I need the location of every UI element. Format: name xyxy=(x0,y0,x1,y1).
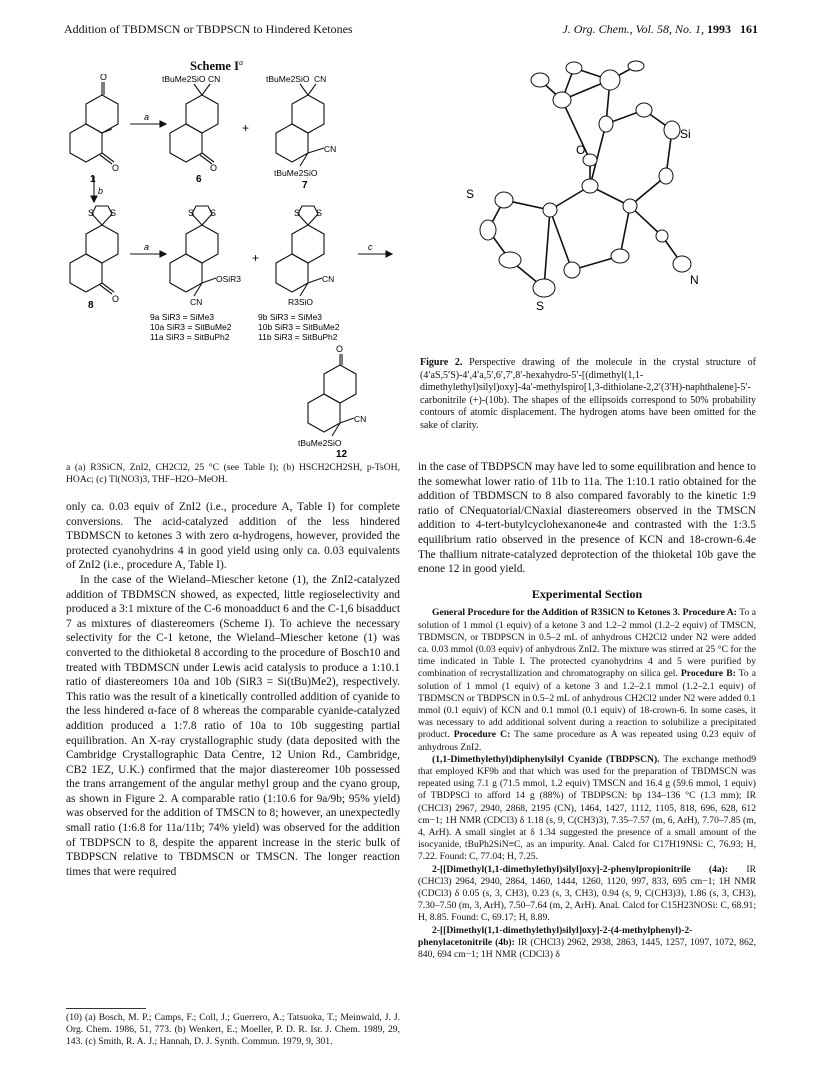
label-cn-9a: CN xyxy=(190,297,203,307)
right-column xyxy=(418,460,756,961)
svg-text:S: S xyxy=(210,208,217,218)
compound-4a-data: 2-[[Dimethyl(1,1-dimethylethyl)silyl]oxy]-2-phenylpropionitrile (4a): IR (CHCl3) 2964, 2940, 2864, 1460, 1444, 1260, 1120, 997, 833, 695 cm−1; 1H NMR (CDCl3) δ 0.05 (s, 3, CH3), 0.23 (s, 3, CH3), 0.94 (s, 9, C(CH3)3), 1.86 (s, 3, CH3), 7.30–7.50 (m, 3, ArH), 7.50–7.64 (m, 2, ArH). Anal. Calcd for C15H23NOSi: C, 68.91; H, 8.85. Found: C, 69.17; H, 8.89. xyxy=(418,863,756,924)
label-cn-7-lower: CN xyxy=(324,144,337,154)
footnote-10: (10) (a) Bosch, M. P.; Camps, F.; Coll, J.; Guerrero, A.; Tatsuoka, T.; Meinwald, J. J. Org. Chem. 1986, 51, 773. (b) Wenkert, E.; Moeller, P. D. R. Isr. J. Chem. 1989, 29, 143. (c) Smith, R. A. J.; Hannah, D. J. Synth. Commun. 1979, 9, 301. xyxy=(66,1012,400,1048)
label-cn-9b: CN xyxy=(322,274,335,284)
compound-label-12: 12 xyxy=(336,449,348,458)
figure-2-caption xyxy=(420,357,756,433)
compound-6-structure xyxy=(170,84,218,164)
label-tbu-6: tBuMe2SiO xyxy=(162,74,206,84)
journal-name: J. Org. Chem., xyxy=(562,22,633,36)
arrow-label-a: a xyxy=(144,112,150,122)
plus-sign-2: + xyxy=(252,251,260,265)
atom-label-o: O xyxy=(576,143,586,157)
page-number: 161 xyxy=(740,22,758,36)
svg-text:S: S xyxy=(294,208,301,218)
svg-text:11b SiR3 = SitBuPh2: 11b SiR3 = SitBuPh2 xyxy=(258,332,338,342)
svg-text:9a SiR3 = SiMe3: 9a SiR3 = SiMe3 xyxy=(150,312,215,322)
compound-7-structure xyxy=(276,84,324,166)
atom-label-s1: S xyxy=(466,187,475,201)
left-paragraph-2: In the case of the Wieland–Miescher ketone (1), the ZnI2-catalyzed addition of TBDMSCN showed, as expected, little regioselectivity and produced a 3:1 mixture of the C-6 monoadduct 6 and the C-1,6 bisadduct 7 as mixtures of diastereomers (Scheme I). To achieve the necessary selectivity for the C-1 ketone, the Wieland–Miescher ketone (1) was converted to the dithioketal 8 according to the procedure of Bosch10 and treated with TBDMSCN under Lewis acid catalysis to produce a 1:10.1 ratio of diastereomers 10a and 10b (SiR3 = Si(tBu)Me2), respectively. This ratio was the result of a kinetically controlled addition of cyanide to the less hindered α-face of 8 whereas the comparable cyanide-catalyzed addition produced a 1:7.8 ratio of 10a to 10b suggesting partial equilibration. An X-ray crystallographic study (data deposited with the Cambridge Crystallographic Data Centre, 12 Union Rd., Cambridge, CB2 1EZ, U.K.) confirmed that the major diastereomer 10b possessed the trans arrangement of the angular methyl group and the cyano group, as shown in Figure 2. A comparable ratio (1:10.6 for 9a/9b; 95% yield) was observed for the addition of TMSCN to 8; however, an unexpectedly small ratio (1:6.8 for 11a/11b; 74% yield) was observed for the addition of TBDPSCN to 8, despite the apparent increase in the steric bulk of TBDPSCN relative to TBDMSCN or TMSCN. The longer reaction times that were required xyxy=(66,573,401,878)
left-paragraph-1: only ca. 0.03 equiv of ZnI2 (i.e., procedure A, Table I) for complete conversions. The acid-catalyzed addition of the less hindered TBDMSCN to ketones 3 with zero α-hydrogens, however, provided the protected cyanohydrins 4 in good yield using only ca. 0.03 equivalents of ZnI2 (i.e., procedure A, Table I). xyxy=(66,501,400,572)
figure-caption-label: Figure 2. xyxy=(420,357,463,368)
experimental-body xyxy=(418,607,756,961)
svg-text:O: O xyxy=(112,294,120,304)
compound-8-structure xyxy=(70,206,118,294)
series-9a-list xyxy=(150,312,232,342)
compound-label-7: 7 xyxy=(302,180,308,191)
label-osir3: OSiR3 xyxy=(216,274,242,284)
atom-label-n: N xyxy=(690,273,699,287)
svg-text:O: O xyxy=(210,163,218,173)
arrow-label-b: b xyxy=(98,186,104,196)
svg-text:S: S xyxy=(188,208,195,218)
compound-4b-data: 2-[[Dimethyl(1,1-dimethylethyl)silyl]oxy]-2-(4-methylphenyl)-2-phenylacetonitrile (4b): IR (CHCl3) 2962, 2938, 2863, 1445, 1257, 1097, 1072, 862, 840, 694 cm−1; 1H NMR (CDCl3) δ xyxy=(418,924,756,961)
label-cn-7: CN xyxy=(314,74,327,84)
compound-label-8: 8 xyxy=(88,300,94,311)
journal-year: 1993 xyxy=(707,22,731,36)
scheme-diagram xyxy=(66,74,400,458)
scheme-title: Scheme $I^a$ xyxy=(190,58,243,74)
svg-text:9b SiR3 = SiMe3: 9b SiR3 = SiMe3 xyxy=(258,312,323,322)
label-osi-7: tBuMe2SiO xyxy=(274,168,318,178)
figure-caption-text: Perspective drawing of the molecule in the crystal structure of (4′aS,5′S)-4′,4′a,5′,6′,7′,8′-hexahydro-5′-[(dimethyl(1,1-dimethylethyl)silyl)oxy]-4a′-methylspiro[1,3-dithiolane-2,2′(3′H)-naphthalene]-5′-carbonitrile (+)-(10b). The shapes of the ellipsoids correspond to 50% probability contours of atomic displacement. The hydrogen atoms have been omitted for the sake of clarity. xyxy=(420,357,756,431)
atom-label-s2: S xyxy=(536,299,545,313)
label-tbu-7: tBuMe2SiO xyxy=(266,74,310,84)
svg-text:S: S xyxy=(88,208,95,218)
figure-2-ortep xyxy=(440,60,740,346)
svg-text:O: O xyxy=(336,344,344,354)
left-column xyxy=(66,500,400,879)
general-procedure: General Procedure for the Addition of R3SiCN to Ketones 3. Procedure A: To a solution of 1 mmol (1 equiv) of a ketone 3 and 1.2–2 mmol (1.2–2 equiv) of TMSCN, TBDMSCN, or TBDPSCN in 0.5–2 mL of anhydrous CH2Cl2 under N2 were added ca. 0.03 mmol (0.03 equiv) of anhydrous ZnI2. The mixture was stirred at 25 °C for the time indicated in Table I. The protected cyanohydrins 4 and 5 were purified by combination of recrystallization and chromatography on silica gel. Procedure B: To a solution of 1 mmol (1 equiv) of a ketone 3 and 1.2–2.1 mmol (1.2–2.1 equiv) of TBDMSCN or TBDPSCN in 0.5–2 mL of anhydrous CH2Cl2 under N2 were added 0.1 mmol (0.1 equiv) of KCN and 0.1 mmol (0.1 equiv) of 18-crown-6. In some cases, it was necessary to add additional solvent during a reaction to solubilize a precipitated product. Procedure C: The same procedure as A was repeated using 0.23 equiv of anhydrous ZnI2. xyxy=(418,607,756,753)
compound-9a-structure xyxy=(170,206,218,296)
compound-1-structure xyxy=(70,82,118,164)
label-tbu-12: tBuMe2SiO xyxy=(298,438,342,448)
scheme-footnote: a (a) R3SiCN, ZnI2, CH2Cl2, 25 °C (see Table I); (b) HSCH2CH2SH, p-TsOH, HOAc; (c) Tl(NO3)3, THF–H2O–MeOH. xyxy=(66,462,400,486)
compound-12-structure xyxy=(308,354,356,436)
running-header-citation xyxy=(562,22,758,37)
right-paragraph-1: in the case of TBDPSCN may have led to some equilibration and hence to the somewhat lower ratio of 11b to 11a. The 1:10.1 ratio obtained for the addition of TBDMSCN to 8 also compared favorably to the kinetic 1:9 ratio of CNequatorial/CNaxial diastereomers observed in the TMSCN addition to 4-tert-butylcyclohexanone4e and contrasted with the 1:3.5 equilibrium ratio observed in the presence of KCN and 18-crown-6.4e The thallium nitrate-catalyzed deprotection of the thioketal 10b gave the enone 12 in good yield. xyxy=(418,461,756,576)
label-r3sio: R3SiO xyxy=(288,297,314,307)
svg-text:10b SiR3 = SitBuMe2: 10b SiR3 = SitBuMe2 xyxy=(258,322,340,332)
svg-text:S: S xyxy=(316,208,323,218)
series-9b-list xyxy=(258,312,340,342)
running-header-title: Addition of TBDMSCN or TBDPSCN to Hindered Ketones xyxy=(64,22,353,36)
journal-volume: Vol. 58, No. 1, xyxy=(635,22,704,36)
tbdpscn-preparation: (1,1-Dimethylethyl)diphenylsilyl Cyanide (TBDPSCN). The exchange method9 that employed KF9b and that which was used for the preparation of TBDMSCN was repeated using 7.1 g (71.5 mmol, 1.2 equiv) TMSCN and 16.4 g (59.6 mmol, 1 equiv) of TBDPSCl to afford 14 g (88%) of TBDPSCN: bp 134–136 °C (1.3 mm); IR (CHCl3) 2967, 2940, 2868, 2195 (CN), 1464, 1427, 1112, 1105, 818, 696, 628, 612 cm−1; 1H NMR (CDCl3) δ 1.18 (s, 9, C(CH3)3), 7.35–7.57 (m, 6, ArH), 7.70–7.85 (m, 4, ArH). A small singlet at δ 1.34 suggested the presence of a small amount of the isocyanide, tBuPh2SiN≡C, as an impurity. Anal. Calcd for C17H19NSi: C, 76.93; H, 7.22. Found: C, 77.04; H, 7.25. xyxy=(418,753,756,863)
compound-label-6: 6 xyxy=(196,174,202,185)
arrow-label-a2: a xyxy=(144,242,150,252)
svg-text:O: O xyxy=(112,163,120,173)
plus-sign-1: + xyxy=(242,121,250,135)
atom-label-si: Si xyxy=(680,127,691,141)
footnote-rule xyxy=(66,1008,146,1009)
compound-9b-structure xyxy=(276,206,324,296)
scheme-o-1: O xyxy=(100,74,108,82)
svg-text:11a SiR3 = SitBuPh2: 11a SiR3 = SitBuPh2 xyxy=(150,332,230,342)
label-cn-12: CN xyxy=(354,414,367,424)
section-title-experimental: Experimental Section xyxy=(531,586,643,601)
label-cn-6: CN xyxy=(208,74,221,84)
svg-text:10a SiR3 = SitBuMe2: 10a SiR3 = SitBuMe2 xyxy=(150,322,232,332)
compound-label-1: 1 xyxy=(90,174,96,185)
arrow-label-c: c xyxy=(368,242,373,252)
svg-text:S: S xyxy=(110,208,117,218)
